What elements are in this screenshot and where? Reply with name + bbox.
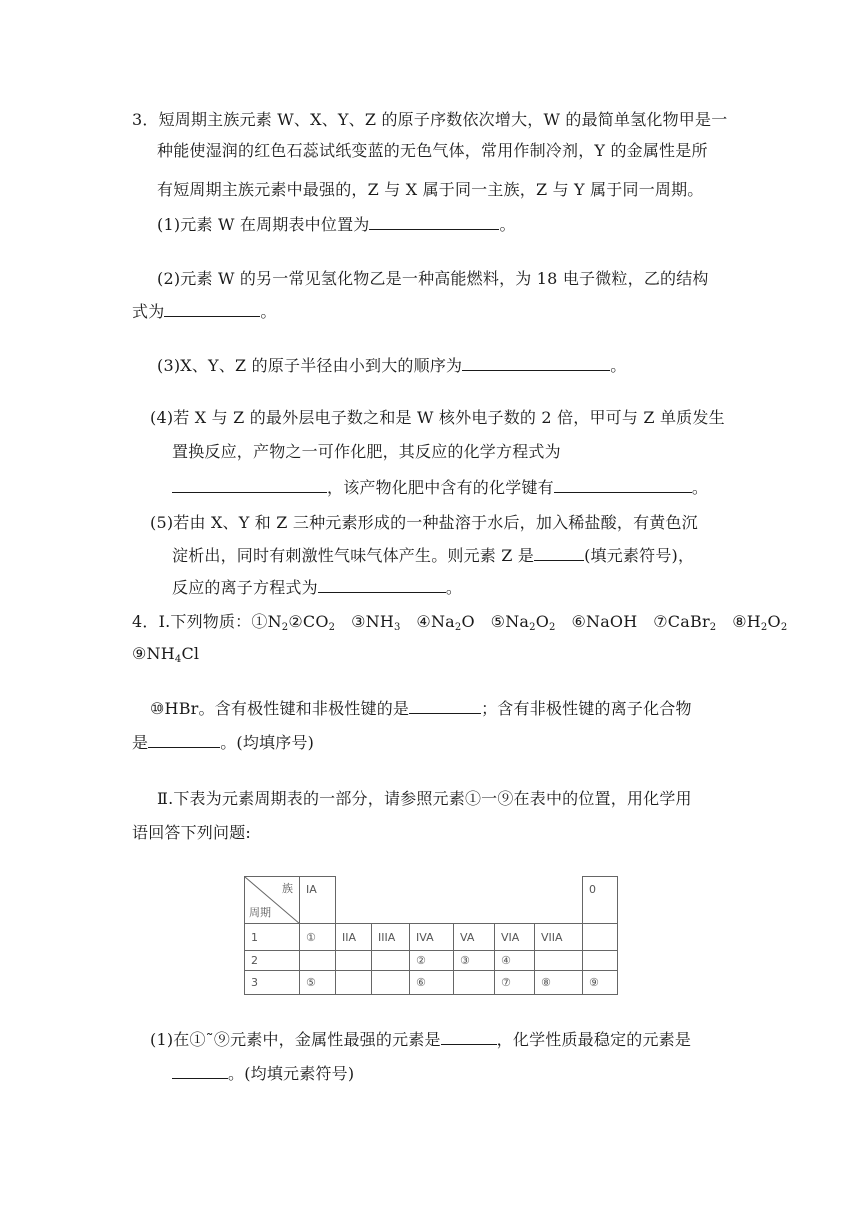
table-cell [583,924,618,951]
table-cell [454,971,495,995]
table-cell: 2 [245,951,300,971]
q3-part4-line-3 [172,478,708,498]
q3-line-3: 有短周期主族元素中最强的，Z 与 X 属于同一主族，Z 与 Y 属于同一周期。 [157,180,704,199]
q4-substances-line [132,612,787,632]
table-cell: VA [454,924,495,951]
q3-line-1: 3．短周期主族元素 W、X、Y、Z 的原子序数依次增大，W 的最简单氢化物甲是一 [132,110,728,129]
q3-part3-end: 。 [610,356,627,375]
table-cell: IIA [336,924,372,951]
q4-intro: 4．Ⅰ.下列物质： [132,612,252,631]
table-cell: ④ [495,951,535,971]
col-0-header: 0 [583,877,618,924]
table-cell: ① [300,924,336,951]
table-cell: IIIA [372,924,410,951]
q4-sub1-text-a: (1)在①˜⑨元素中，金属性最强的元素是 [150,1030,441,1049]
table-cell: 3 [245,971,300,995]
table-cell: ② [410,951,454,971]
substance-7: ⑦CaBr$_2$ [653,612,717,633]
q3-line-2: 种能使湿润的红色石蕊试纸变蓝的无色气体，常用作制冷剂，Y 的金属性是所 [157,141,708,160]
header-diagonal-cell [245,877,300,924]
col-ia-header: IA [300,877,336,924]
answer-blank[interactable] [172,478,327,493]
answer-blank[interactable] [369,215,499,230]
substance-8: $⑧H_2O_2$ [732,612,788,633]
q3-part5-line-2 [172,546,694,566]
table-cell [372,971,410,995]
answer-blank[interactable] [164,302,260,317]
table-cell [583,951,618,971]
periodic-table [244,876,618,995]
q3-part2-text: 式为 [132,302,165,321]
table-cell [535,951,583,971]
substance-5: $⑤Na_2O_2$ [490,612,556,633]
q4-sub1-text-c: 。(均填元素符号) [228,1064,355,1083]
table-cell [300,951,336,971]
q3-part3 [157,356,626,376]
substance-4: $④Na_2O$ [416,612,475,633]
answer-blank[interactable] [534,546,584,561]
q3-part1-end: 。 [499,215,516,234]
table-cell: ⑦ [495,971,535,995]
header-group: 族 [282,882,293,895]
answer-blank[interactable] [441,1030,497,1045]
substance-3: $③NH_3$ [351,612,401,633]
q3-part2-line-2 [132,302,277,322]
q4-sub1-text-b: ，化学性质最稳定的元素是 [496,1030,692,1049]
table-cell: ⑥ [410,971,454,995]
q4-part2-sub1-line-2 [172,1064,354,1084]
q3-part5-line-3 [172,578,462,598]
q3-part4-text: ，该产物化肥中含有的化学键有 [327,478,554,497]
q4-part1-text-a: ⑩HBr。含有极性键和非极性键的是 [150,699,410,718]
table-cell: ⑨ [583,971,618,995]
q4-part1-text-b: ；含有非极性键的离子化合物 [481,699,692,718]
q4-part2-sub1-line-1 [150,1030,691,1050]
q4-part1-line-4 [132,733,314,753]
q3-part2-end: 。 [260,302,277,321]
q3-part4-line-2: 置换反应，产物之一可作化肥，其反应的化学方程式为 [172,442,561,461]
table-cell [336,951,372,971]
q3-part4-end: 。 [691,478,709,497]
table-cell: ⑧ [535,971,583,995]
table-cell: ⑤ [300,971,336,995]
q3-part5-end: 。 [445,578,463,597]
q4-part2-line-1: Ⅱ.下表为元素周期表的一部分，请参照元素①一⑨在表中的位置，用化学用 [157,789,692,808]
q3-part5-text-c: 反应的离子方程式为 [172,578,318,597]
answer-blank[interactable] [409,699,481,714]
table-cell: 1 [245,924,300,951]
answer-blank[interactable] [172,1064,228,1079]
q3-part1 [157,215,516,235]
q3-part5-text-a: 淀析出，同时有刺激性气味气体产生。则元素 Z 是 [172,546,535,565]
table-cell [372,951,410,971]
answer-blank[interactable] [554,478,692,493]
table-cell [336,971,372,995]
q4-part1-text-c: 是 [132,733,149,752]
q3-part3-text: (3)X、Y、Z 的原子半径由小到大的顺序为 [157,356,463,375]
substance-6: ⑥NaOH [571,612,638,631]
answer-blank[interactable] [148,733,220,748]
header-period: 周期 [249,906,271,919]
q3-part4-line-1: (4)若 X 与 Z 的最外层电子数之和是 W 核外电子数的 2 倍，甲可与 Z 单质发生 [150,408,725,427]
substance-1: $①N_2$ [251,612,289,633]
answer-blank[interactable] [318,578,446,593]
q3-part5-text-b: (填元素符号)， [584,546,695,565]
table-cell: VIIA [535,924,583,951]
answer-blank[interactable] [462,356,610,371]
q4-part1-text-d: 。(均填序号) [220,733,315,752]
substance-2: $②CO_2$ [288,612,336,633]
substance-9: $⑨NH_4Cl$ [132,644,200,665]
q3-part1-text: (1)元素 W 在周期表中位置为 [157,215,370,234]
q4-part1-line-3 [150,699,692,719]
q3-part5-line-1: (5)若由 X、Y 和 Z 三种元素形成的一种盐溶于水后，加入稀盐酸，有黄色沉 [150,513,698,532]
table-cell: IVA [410,924,454,951]
q4-part2-line-2: 语回答下列问题: [132,823,251,842]
table-cell: ③ [454,951,495,971]
q3-part2-line-1: (2)元素 W 的另一常见氢化物乙是一种高能燃料，为 18 电子微粒，乙的结构 [157,269,709,288]
table-cell: VIA [495,924,535,951]
